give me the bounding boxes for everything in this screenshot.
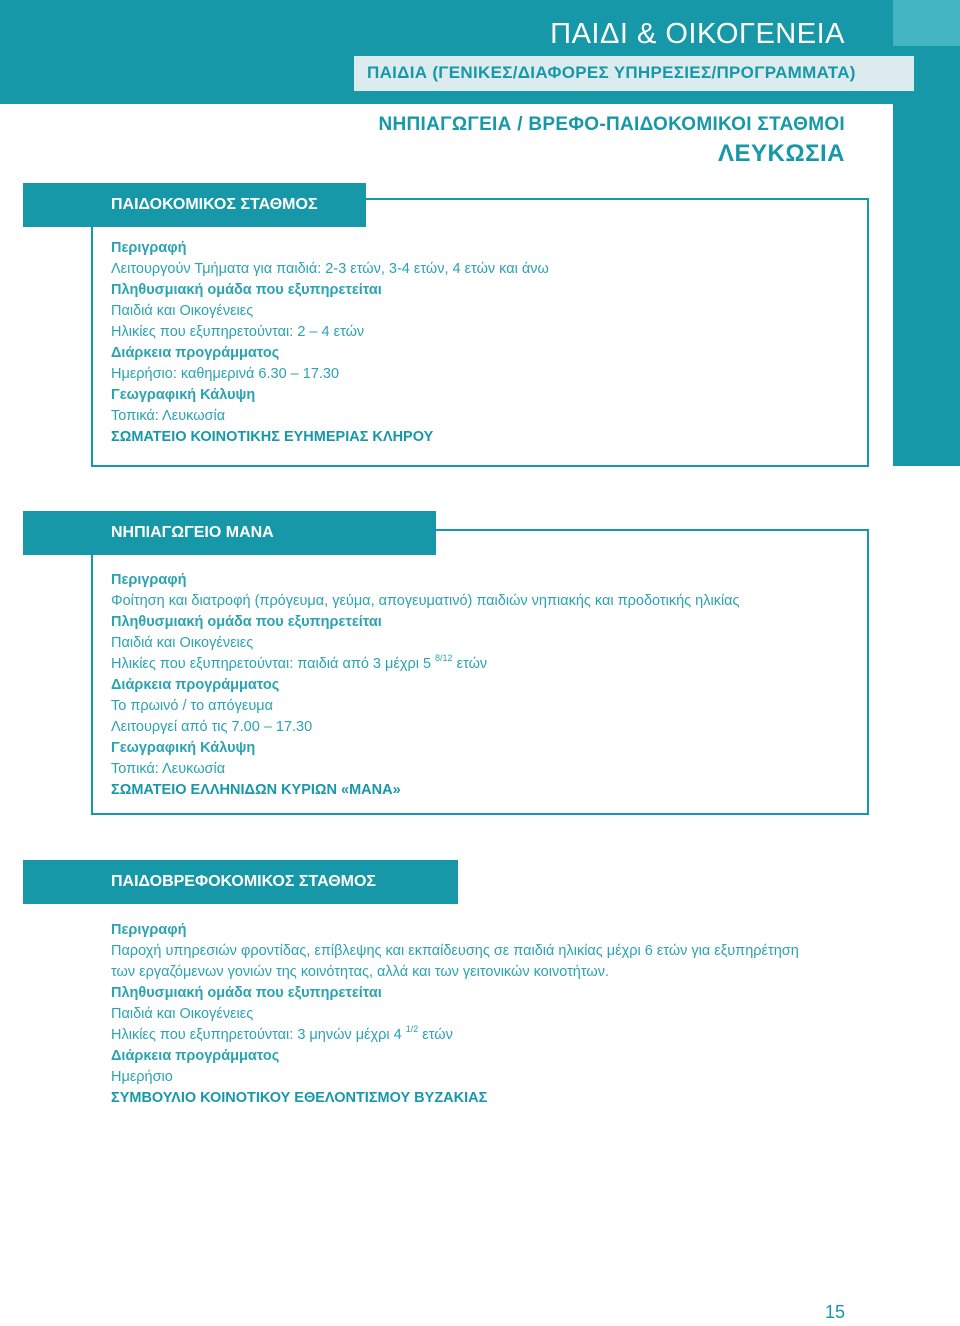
field-value: Παιδιά και Οικογένειες: [111, 1006, 254, 1022]
card-body: [111, 238, 549, 448]
field-value: Φοίτηση και διατροφή (πρόγευμα, γεύμα, απογευματινό) παιδιών νηπιακής και προδοτικής ηλικίας: [111, 593, 740, 609]
card-body: [111, 570, 740, 801]
organization-name: ΣΩΜΑΤΕΙΟ ΚΟΙΝΟΤΙΚΗΣ ΕΥΗΜΕΡΙΑΣ ΚΛΗΡΟΥ: [111, 429, 434, 445]
field-value: Ημερήσιο: [111, 1069, 173, 1085]
organization-name: ΣΥΜΒΟΥΛΙΟ ΚΟΙΝΟΤΙΚΟΥ ΕΘΕΛΟΝΤΙΣΜΟΥ ΒΥΖΑΚΙΑΣ: [111, 1090, 488, 1106]
field-label: Περιγραφή: [111, 922, 187, 938]
fraction-superscript: 1/2: [405, 1024, 419, 1034]
field-label: Διάρκεια προγράμματος: [111, 1048, 280, 1064]
field-label: Περιγραφή: [111, 572, 187, 588]
field-label: Πληθυσμιακή ομάδα που εξυπηρετείται: [111, 282, 382, 298]
field-value: των εργαζόμενων γονιών της κοινότητας, αλλά και των γειτονικών κοινοτήτων.: [111, 964, 609, 980]
category-title: ΠΑΙΔΙΑ (ΓΕΝΙΚΕΣ/ΔΙΑΦΟΡΕΣ ΥΠΗΡΕΣΙΕΣ/ΠΡΟΓΡΑΜΜΑΤΑ): [367, 63, 856, 82]
field-label: Διάρκεια προγράμματος: [111, 345, 280, 361]
field-value: Ηλικίες που εξυπηρετούνται: παιδιά από 3 μέχρι 5 $^{8/12}$ ετών: [111, 653, 488, 672]
organization-name: ΣΩΜΑΤΕΙΟ ΕΛΛΗΝΙΔΩΝ ΚΥΡΙΩΝ «ΜΑΝΑ»: [111, 782, 401, 798]
field-value: Παιδιά και Οικογένειες: [111, 303, 254, 319]
field-value: Λειτουργούν Τμήματα για παιδιά: 2-3 ετών, 3-4 ετών, 4 ετών και άνω: [111, 261, 549, 277]
field-label: Πληθυσμιακή ομάδα που εξυπηρετείται: [111, 614, 382, 630]
card-title: ΠΑΙΔΟΒΡΕΦΟΚΟΜΙΚΟΣ ΣΤΑΘΜΟΣ: [23, 860, 458, 904]
card-title: ΝΗΠΙΑΓΩΓΕΙΟ ΜΑΝΑ: [23, 511, 436, 555]
field-value: Ηλικίες που εξυπηρετούνται: 2 – 4 ετών: [111, 324, 365, 340]
page-number: 15: [825, 1302, 846, 1322]
field-value: Ηλικίες που εξυπηρετούνται: 3 μηνών μέχρι 4 $^{1/2}$ ετών: [111, 1024, 453, 1043]
field-value: Ημερήσιο: καθημερινά 6.30 – 17.30: [111, 366, 340, 382]
field-value: Τοπικά: Λευκωσία: [111, 408, 226, 424]
field-label: Διάρκεια προγράμματος: [111, 677, 280, 693]
corner-block: [893, 0, 960, 46]
fraction-superscript: 8/12: [435, 653, 453, 663]
field-value: Λειτουργεί από τις 7.00 – 17.30: [111, 719, 313, 735]
field-value: Παροχή υπηρεσιών φροντίδας, επίβλεψης και εκπαίδευσης σε παιδιά ηλικίας μέχρι 6 ετών για εξυπηρέτηση: [111, 943, 799, 959]
field-label: Γεωγραφική Κάλυψη: [111, 387, 256, 403]
city-heading: ΛΕΥΚΩΣΙΑ: [718, 140, 845, 167]
field-label: Πληθυσμιακή ομάδα που εξυπηρετείται: [111, 985, 382, 1001]
field-value: Τοπικά: Λευκωσία: [111, 761, 226, 777]
field-label: Γεωγραφική Κάλυψη: [111, 740, 256, 756]
card-body: [111, 920, 799, 1109]
field-value: Το πρωινό / το απόγευμα: [111, 698, 273, 714]
field-value: Παιδιά και Οικογένειες: [111, 635, 254, 651]
field-label: Περιγραφή: [111, 240, 187, 256]
section-title: ΠΑΙΔΙ & ΟΙΚΟΓΕΝΕΙΑ: [550, 18, 845, 50]
subheading: ΝΗΠΙΑΓΩΓΕΙΑ / ΒΡΕΦΟ-ΠΑΙΔΟΚΟΜΙΚΟΙ ΣΤΑΘΜΟΙ: [378, 114, 845, 135]
card-title: ΠΑΙΔΟΚΟΜΙΚΟΣ ΣΤΑΘΜΟΣ: [23, 183, 366, 227]
